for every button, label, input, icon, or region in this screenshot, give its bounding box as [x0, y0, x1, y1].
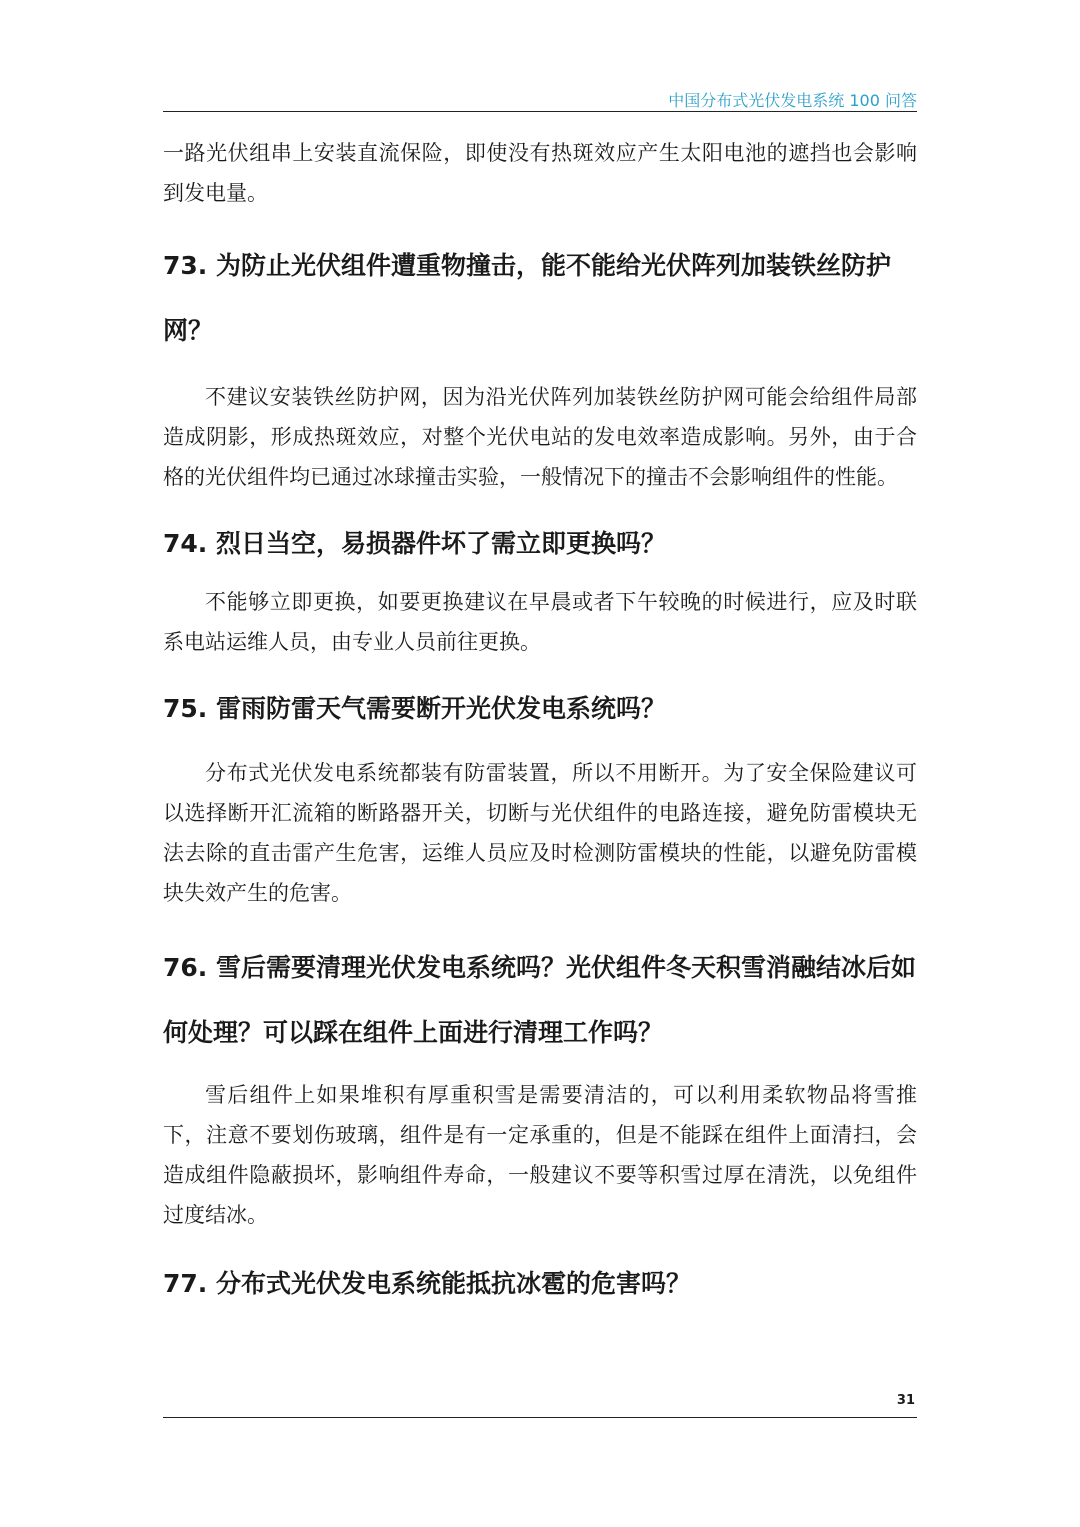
- continuation-paragraph: 一路光伏组串上安装直流保险，即使没有热斑效应产生太阳电池的遮挡也会影响到发电量。: [163, 141, 917, 205]
- question-76-heading: 76. 雪后需要清理光伏发电系统吗？光伏组件冬天积雪消融结冰后如何处理？可以踩在组件上面进行清理工作吗？: [163, 953, 916, 1047]
- footer-divider: [163, 1417, 917, 1418]
- page-content: [163, 133, 917, 1316]
- answer-74-paragraph: 不能够立即更换，如要更换建议在早晨或者下午较晚的时候进行，应及时联系电站运维人员，由专业人员前往更换。: [163, 590, 917, 654]
- answer-73-paragraph: 不建议安装铁丝防护网，因为沿光伏阵列加装铁丝防护网可能会给组件局部造成阴影，形成热斑效应，对整个光伏电站的发电效率造成影响。另外，由于合格的光伏组件均已通过冰球撞击实验，一般情况下的撞击不会影响组件的性能。: [163, 385, 917, 489]
- answer-76-paragraph: 雪后组件上如果堆积有厚重积雪是需要清洁的，可以利用柔软物品将雪推下，注意不要划伤玻璃，组件是有一定承重的，但是不能踩在组件上面清扫，会造成组件隐蔽损坏，影响组件寿命，一般建议不要等积雪过厚在清洗，以免组件过度结冰。: [163, 1083, 917, 1227]
- page-number: 31: [896, 1393, 915, 1408]
- answer-75-paragraph: 分布式光伏发电系统都装有防雷装置，所以不用断开。为了安全保险建议可以选择断开汇流箱的断路器开关，切断与光伏组件的电路连接，避免防雷模块无法去除的直击雷产生危害，运维人员应及时检测防雷模块的性能，以避免防雷模块失效产生的危害。: [163, 761, 917, 905]
- question-74-heading: 74. 烈日当空，易损器件坏了需立即更换吗？: [163, 529, 666, 558]
- running-header-title: 中国分布式光伏发电系统 100 问答: [668, 91, 917, 110]
- question-75-heading: 75. 雷雨防雷天气需要断开光伏发电系统吗？: [163, 694, 666, 723]
- question-73-heading: 73. 为防止光伏组件遭重物撞击，能不能给光伏阵列加装铁丝防护网？: [163, 251, 891, 345]
- question-77-heading: 77. 分布式光伏发电系统能抵抗冰雹的危害吗？: [163, 1269, 691, 1298]
- header-divider: [163, 111, 917, 112]
